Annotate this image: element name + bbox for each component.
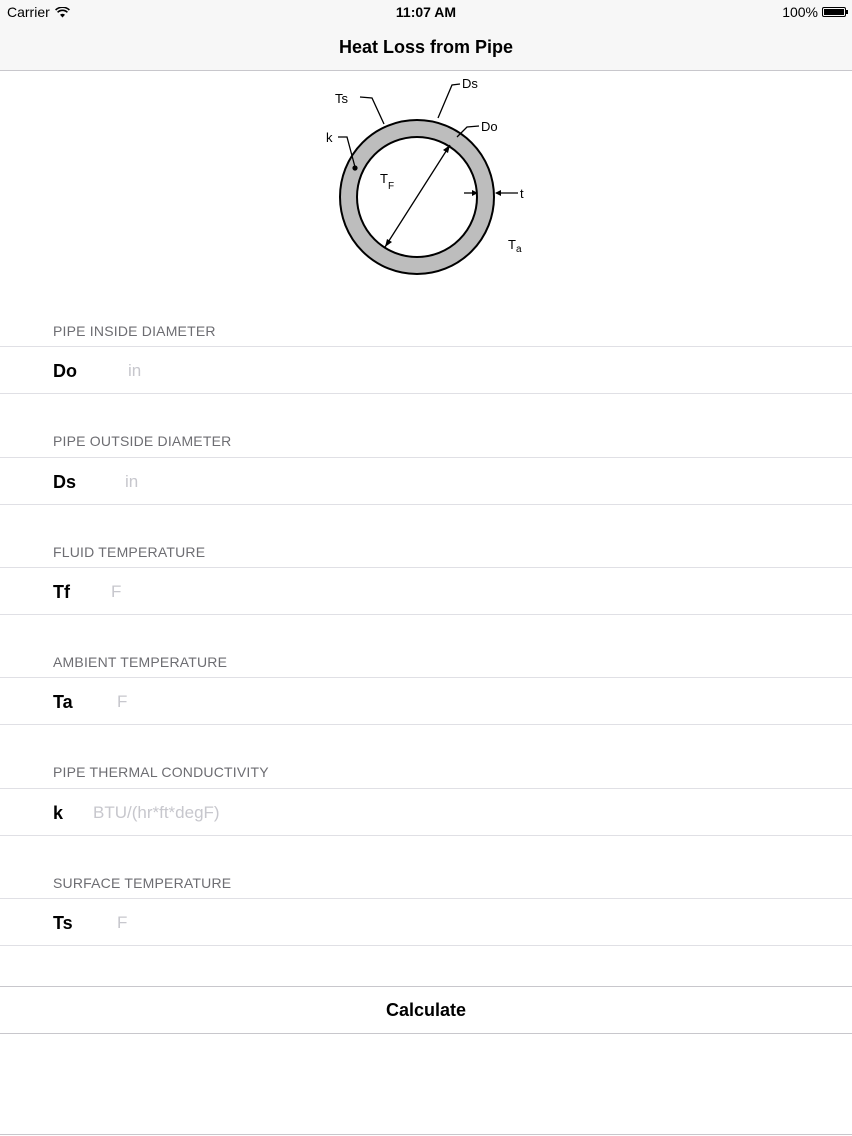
section-header-fluid-temperature: FLUID TEMPERATURE	[53, 544, 206, 560]
carrier-label: Carrier	[7, 4, 50, 20]
status-time: 11:07 AM	[395, 4, 457, 20]
field-row-ta	[0, 677, 852, 725]
ds-input[interactable]	[125, 470, 725, 494]
label-ds: Ds	[462, 76, 478, 91]
label-k: k	[326, 130, 333, 145]
field-row-do	[0, 346, 852, 394]
tf-input[interactable]	[111, 580, 711, 604]
ts-input[interactable]	[117, 911, 717, 935]
field-row-ts	[0, 898, 852, 946]
section-header-thermal-conductivity: PIPE THERMAL CONDUCTIVITY	[53, 764, 269, 780]
label-tf-sub: F	[388, 181, 395, 192]
field-label-k: k	[53, 803, 64, 823]
k-input[interactable]	[93, 801, 693, 825]
field-label-ta: Ta	[53, 692, 73, 712]
pipe-diagram	[322, 71, 532, 281]
section-header-outside-diameter: PIPE OUTSIDE DIAMETER	[53, 433, 232, 449]
label-do: Do	[481, 119, 498, 134]
battery-icon	[822, 7, 846, 17]
section-header-inside-diameter: PIPE INSIDE DIAMETER	[53, 323, 216, 339]
field-label-ds: Ds	[53, 472, 77, 492]
status-bar	[0, 0, 852, 24]
page-title: Heat Loss from Pipe	[338, 37, 514, 57]
calculate-button[interactable]: Calculate	[0, 986, 852, 1034]
navigation-bar	[0, 24, 852, 71]
section-header-surface-temperature: SURFACE TEMPERATURE	[53, 875, 232, 891]
field-row-ds	[0, 457, 852, 505]
field-label-tf: Tf	[53, 582, 70, 602]
label-ta-sub: a	[516, 244, 522, 255]
field-label-do: Do	[53, 361, 77, 381]
battery-percent: 100%	[782, 4, 818, 20]
field-label-ts: Ts	[53, 913, 73, 933]
main-content	[0, 71, 852, 1136]
do-input[interactable]	[128, 359, 728, 383]
ta-input[interactable]	[117, 690, 717, 714]
field-row-k	[0, 788, 852, 836]
battery-status	[782, 4, 846, 20]
label-t: t	[520, 186, 524, 201]
label-ta: T	[508, 237, 516, 252]
bottom-divider	[0, 1134, 852, 1135]
field-row-tf	[0, 567, 852, 615]
section-header-ambient-temperature: AMBIENT TEMPERATURE	[53, 654, 228, 670]
label-ts: Ts	[335, 91, 348, 106]
label-tf: T	[380, 171, 388, 186]
